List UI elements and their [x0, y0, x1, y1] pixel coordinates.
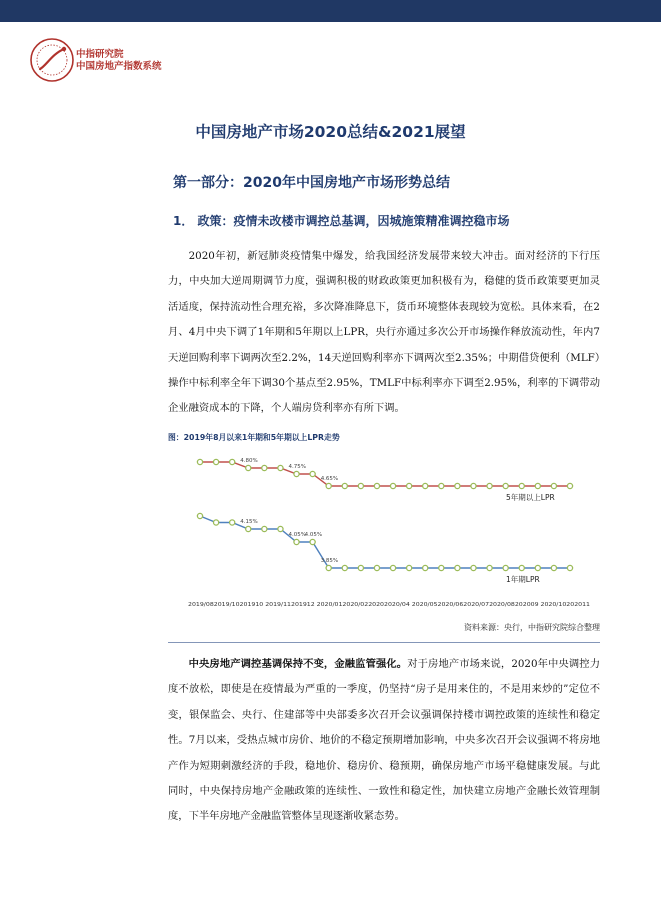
- lpr-1y-point-202003: [310, 539, 315, 544]
- lpr-5y-point-202001: [278, 465, 283, 470]
- lpr-5y-point-202012: [455, 483, 460, 488]
- lpr-5y-point-202004: [326, 483, 331, 488]
- lpr-1y-point-202005: [342, 565, 347, 570]
- lpr-1y-point-201908: [197, 513, 202, 518]
- lpr-5y-point-201909: [213, 459, 218, 464]
- lpr-1y-point-201912: [262, 526, 267, 531]
- lpr-5y-point-202107: [567, 483, 572, 488]
- value-label-6: 4.05%: [304, 532, 323, 538]
- lpr-5y-point-202010: [423, 483, 428, 488]
- brand-logo-icon: [28, 36, 76, 84]
- part-heading: 第一部分：2020年中国房地产市场形势总结: [173, 175, 450, 191]
- lpr-5y-point-202105: [535, 483, 540, 488]
- lpr-1y-point-202006: [358, 565, 363, 570]
- value-label-5: 4.05%: [288, 532, 307, 538]
- lpr-5y-point-202009: [407, 483, 412, 488]
- lpr-5y-point-202011: [439, 483, 444, 488]
- lpr-1y-point-202008: [390, 565, 395, 570]
- lpr-1y-point-202001: [278, 526, 283, 531]
- lpr-5y-point-202002: [294, 471, 299, 476]
- lpr-5y-point-202005: [342, 483, 347, 488]
- lpr-5y-point-202104: [519, 483, 524, 488]
- lpr-5y-point-202006: [358, 483, 363, 488]
- lpr-1y-point-202007: [374, 565, 379, 570]
- value-label-7: 3.85%: [320, 558, 339, 564]
- lpr-1y-point-201909: [213, 520, 218, 525]
- brand-line-2: 中国房地产指数系统: [76, 61, 162, 72]
- lpr-1y-point-202103: [503, 565, 508, 570]
- value-label-3: 4.65%: [320, 476, 339, 482]
- lpr-1y-point-201910: [230, 520, 235, 525]
- lpr-1y-point-202004: [326, 565, 331, 570]
- lpr-5y-point-202103: [503, 483, 508, 488]
- lpr-line-chart: [168, 448, 600, 613]
- document-title: 中国房地产市场2020总结&2021展望: [195, 123, 466, 141]
- lpr-5y-series-line: [200, 462, 570, 486]
- value-label-2: 4.75%: [288, 464, 307, 470]
- header-bar: [0, 0, 661, 22]
- value-label-1: 4.80%: [240, 458, 258, 464]
- brand-line-1: 中指研究院: [76, 49, 124, 60]
- lpr-5y-point-201910: [230, 459, 235, 464]
- lpr-1y-point-202101: [471, 565, 476, 570]
- divider: [168, 642, 600, 643]
- lpr-5y-point-202106: [551, 483, 556, 488]
- lpr-5y-point-202101: [471, 483, 476, 488]
- lpr-1y-point-202107: [567, 565, 572, 570]
- lpr-5y-point-201912: [262, 465, 267, 470]
- lpr-5y-point-201908: [197, 459, 202, 464]
- lpr-1y-point-202102: [487, 565, 492, 570]
- lpr-5y-point-201911: [246, 465, 251, 470]
- lpr-1y-point-202104: [519, 565, 524, 570]
- figure-source: 资料来源：央行，中指研究院综合整理: [464, 623, 600, 632]
- lpr-5y-point-202102: [487, 483, 492, 488]
- lpr-1y-legend-label: 1年期LPR: [506, 575, 540, 584]
- brand-text: [76, 49, 162, 73]
- lpr-1y-point-202105: [535, 565, 540, 570]
- lpr-5y-point-202003: [310, 471, 315, 476]
- paragraph-lead: 中央房地产调控基调保持不变，金融监管强化。: [188, 658, 408, 670]
- lpr-1y-point-202009: [407, 565, 412, 570]
- paragraph-body: 对于房地产市场来说，2020年中央调控力度不放松，即使是在疫情最为严重的一季度，仍坚持“房子是用来住的，不是用来炒的”定位不变，银保监会、央行、住建部等中央部委多次召开会议强调保持楼市调控政策的连续性和稳定性。7月以来，受热点城市房价、地价的不稳定预期增加影响，中央多次召开会议强调不将房地产作为短期刺激经济的手段，稳地价、稳房价、稳预期，确保房地产市场平稳健康发展。与此同时，中央保持房地产金融政策的连续性、一致性和稳定性，加快建立房地产金融长效管理制度，下半年房地产金融监管整体呈现逐渐收紧态势。: [168, 658, 600, 823]
- value-label-4: 4.15%: [240, 519, 258, 525]
- lpr-5y-point-202008: [390, 483, 395, 488]
- paragraph-policy: 2020年初，新冠肺炎疫情集中爆发，给我国经济发展带来较大冲击。面对经济的下行压力，中央加大逆周期调节力度，强调积极的财政政策更加积极有为，稳健的货币政策要更加灵活适度，保持流动性合理充裕，多次降准降息下，货币环境整体表现较为宽松。具体来看，在2月、4月中央下调了1年期和5年期以上LPR，央行亦通过多次公开市场操作释放流动性，年内7天逆回购利率下调两次至2.2%，14天逆回购利率亦下调两次至2.35%；中期借贷便利（MLF）操作中标利率全年下调30个基点至2.95%，TMLF中标利率亦下调至2.95%，利率的下调带动企业融资成本的下降，个人端房贷利率亦有所下调。: [168, 250, 600, 415]
- lpr-1y-point-202011: [439, 565, 444, 570]
- lpr-5y-legend-label: 5年期以上LPR: [506, 493, 555, 502]
- lpr-1y-point-202012: [455, 565, 460, 570]
- figure-caption: 图：2019年8月以来1年期和5年期以上LPR走势: [168, 433, 340, 442]
- lpr-5y-point-202007: [374, 483, 379, 488]
- section-heading: 1． 政策：疫情未改楼市调控总基调，因城施策精准调控稳市场: [173, 214, 510, 228]
- lpr-1y-point-202010: [423, 565, 428, 570]
- x-axis-tick-labels: 2019/082019/10201910 2019/11201912 2020/012020/0220202020/04 2020/052020/062020/072020/08202009 2020/10202011: [188, 602, 590, 608]
- lpr-1y-point-202106: [551, 565, 556, 570]
- paragraph-regulation: [168, 652, 600, 830]
- lpr-1y-point-202002: [294, 539, 299, 544]
- lpr-1y-point-201911: [246, 526, 251, 531]
